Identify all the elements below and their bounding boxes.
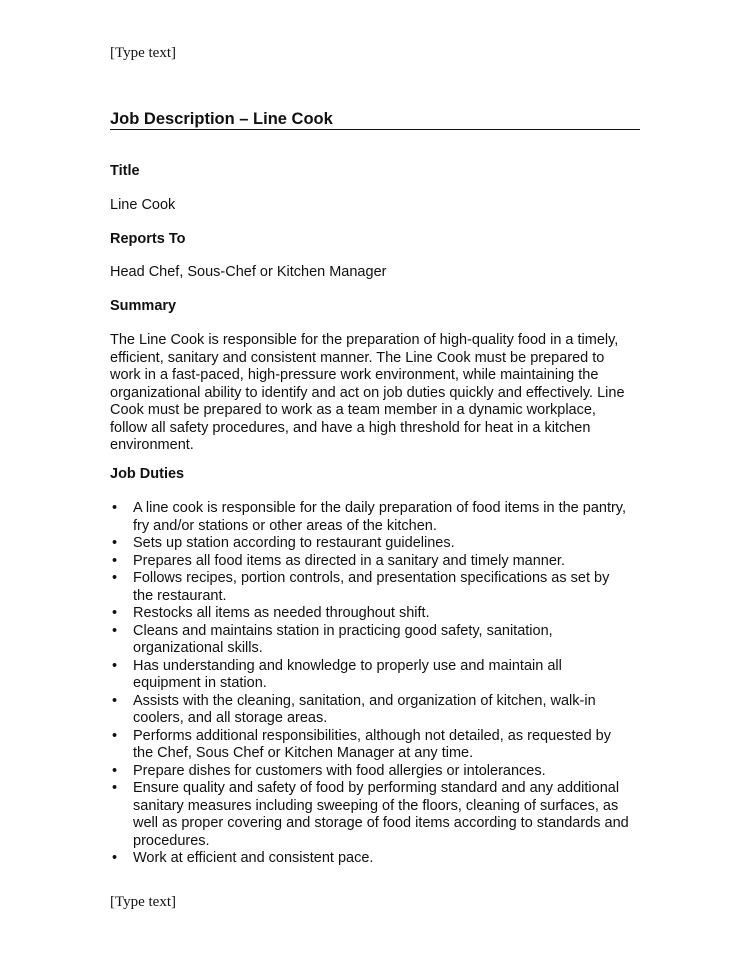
job-duty-text: Has understanding and knowledge to properly use and maintain all [133, 657, 562, 674]
job-duty-text: procedures. [133, 832, 210, 849]
title-value: Line Cook [110, 197, 176, 213]
summary-line: The Line Cook is responsible for the preparation of high-quality food in a timely, [110, 332, 619, 348]
summary-line: efficient, sanitary and consistent manner. The Line Cook must be prepared to [110, 349, 605, 366]
bullet-icon: • [112, 500, 118, 516]
job-duty-text: organizational skills. [133, 640, 263, 656]
job-duty-item [110, 780, 650, 850]
title-heading: Title [110, 163, 140, 179]
document-title: Job Description – Line Cook [110, 109, 640, 130]
job-duty-text: equipment in station. [133, 675, 267, 691]
summary-line: work in a fast-paced, high-pressure work environment, while maintaining the [110, 367, 599, 383]
job-duty-text: fry and/or stations or other areas of the kitchen. [133, 517, 437, 534]
job-duty-item [110, 693, 650, 728]
reports-to-value: Head Chef, Sous-Chef or Kitchen Manager [110, 264, 387, 280]
bullet-icon: • [112, 762, 118, 779]
job-duty-text: Follows recipes, portion controls, and presentation specifications as set by [133, 570, 610, 586]
summary-line: follow all safety procedures, and have a high threshold for heat in a kitchen [110, 419, 591, 436]
bullet-icon: • [112, 657, 118, 674]
job-duty-text: Work at efficient and consistent pace. [133, 850, 374, 866]
job-duty-text: sanitary measures including sweeping of the floors, cleaning of surfaces, as [133, 797, 619, 814]
summary-paragraph [110, 332, 640, 455]
job-duty-text: coolers, and all storage areas. [133, 710, 328, 726]
job-duty-item [110, 500, 650, 535]
reports-to-heading: Reports To [110, 231, 186, 247]
job-duty-text: the restaurant. [133, 587, 227, 604]
summary-heading: Summary [110, 298, 177, 314]
job-duties-heading: Job Duties [110, 466, 185, 482]
job-duty-text: Ensure quality and safety of food by performing standard and any additional [133, 780, 620, 796]
job-duty-text: Cleans and maintains station in practicing good safety, sanitation, [133, 622, 553, 639]
job-duty-text: Restocks all items as needed throughout shift. [133, 605, 430, 621]
job-duty-item [110, 658, 650, 693]
job-duty-text: Assists with the cleaning, sanitation, and organization of kitchen, walk-in [133, 692, 596, 709]
page-header: [Type text] [110, 45, 177, 61]
summary-line: Cook must be prepared to work as a team member in a dynamic workplace, [110, 402, 596, 418]
job-duty-item [110, 605, 650, 623]
summary-line: environment. [110, 437, 194, 453]
job-duties-list [110, 500, 650, 868]
job-duty-item [110, 535, 650, 553]
bullet-icon: • [112, 622, 118, 639]
job-duty-item [110, 570, 650, 605]
bullet-icon: • [112, 850, 118, 866]
page-footer: [Type text] [110, 894, 177, 910]
job-duty-text: Prepare dishes for customers with food allergies or intolerances. [133, 762, 546, 779]
job-duty-item [110, 763, 650, 781]
bullet-icon: • [112, 727, 118, 744]
job-duty-text: the Chef, Sous Chef or Kitchen Manager at any time. [133, 745, 474, 761]
job-duty-text: Prepares all food items as directed in a sanitary and timely manner. [133, 552, 565, 569]
job-duty-text: A line cook is responsible for the daily preparation of food items in the pantry, [133, 500, 627, 516]
bullet-icon: • [112, 535, 118, 551]
job-duty-item [110, 623, 650, 658]
bullet-icon: • [112, 692, 118, 709]
job-duty-text: Performs additional responsibilities, although not detailed, as requested by [133, 727, 611, 744]
bullet-icon: • [112, 552, 118, 569]
job-duty-item [110, 850, 650, 868]
job-duty-text: well as proper covering and storage of food items according to standards and [133, 815, 629, 831]
job-duty-item [110, 728, 650, 763]
job-duty-text: Sets up station according to restaurant guidelines. [133, 535, 455, 551]
summary-line: organizational ability to identify and act on job duties quickly and effectively. Line [110, 384, 625, 401]
job-duty-item [110, 553, 650, 571]
bullet-icon: • [112, 780, 118, 796]
bullet-icon: • [112, 605, 118, 621]
bullet-icon: • [112, 570, 118, 586]
